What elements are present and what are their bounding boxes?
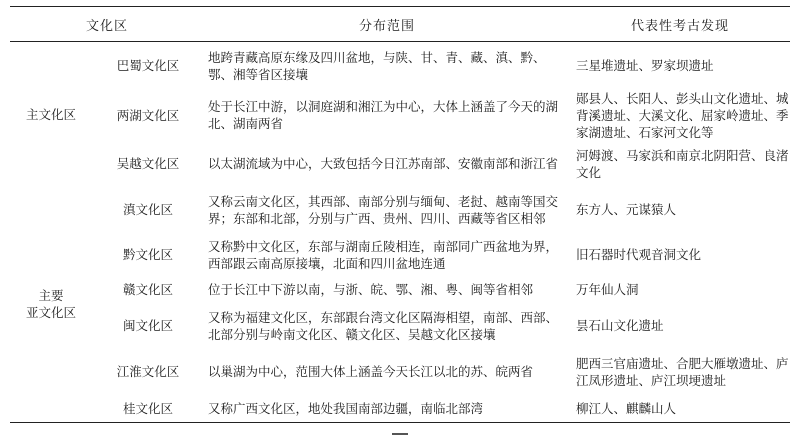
findings-cell: 河姆渡、马家浜和南京北阴阳营、良渚文化	[576, 147, 789, 180]
table-row	[10, 349, 790, 395]
group-secondary-label	[10, 187, 92, 423]
findings-cell: 旧石器时代观音洞文化	[576, 247, 702, 262]
zone-cell: 两湖文化区	[116, 107, 180, 123]
zone-cell: 滇文化区	[123, 202, 174, 217]
range-cell: 又称为福建文化区，东部跟台湾文化区隔海相望，南部、西部、北部分别与岭南文化区、赣文化区、吴越文化区接壤	[208, 309, 559, 342]
table-row	[10, 303, 790, 349]
range-cell: 又称云南文化区，其西部、南部分别与缅甸、老挝、越南等国交界；东部和北部，分别与广西、贵州、四川、西藏等省区相邻	[208, 193, 559, 226]
header-distribution: 分布范围	[359, 18, 416, 34]
zone-cell: 吴越文化区	[116, 156, 180, 171]
header-findings: 代表性考古发现	[631, 18, 730, 34]
findings-cell: 东方人、元谋猿人	[576, 202, 677, 217]
zone-cell: 赣文化区	[123, 282, 174, 297]
culture-zone-table	[10, 6, 790, 423]
table-row	[10, 90, 790, 141]
findings-cell: 三星堆遗址、罗家坝遗址	[576, 58, 714, 74]
group-secondary-line1: 主要	[38, 288, 64, 304]
range-cell: 位于长江中下游以南，与浙、皖、鄂、湘、粤、闽等省相邻	[208, 282, 534, 297]
table-row	[10, 277, 790, 303]
zone-cell: 闽文化区	[123, 318, 174, 333]
table-row	[10, 141, 790, 187]
findings-cell: 柳江人、麒麟山人	[576, 400, 677, 416]
range-cell: 以巢湖为中心，范围大体上涵盖今天长江以北的苏、皖两省	[208, 364, 534, 379]
zone-cell: 江淮文化区	[116, 364, 180, 379]
zone-cell: 黔文化区	[123, 247, 174, 262]
findings-cell: 昙石山文化遗址	[576, 318, 664, 333]
zone-cell: 桂文化区	[123, 400, 174, 416]
group-main-label: 主文化区	[25, 106, 76, 122]
group-secondary-line2: 亚文化区	[25, 305, 76, 321]
header-row	[10, 7, 790, 42]
range-cell: 又称广西文化区，地处我国南部边疆，南临北部湾	[208, 400, 484, 416]
range-cell: 地跨青藏高原东缘及四川盆地，与陕、甘、青、藏、滇、黔、鄂、湘等省区接壤	[208, 49, 546, 82]
table-row	[10, 395, 790, 423]
findings-cell: 万年仙人洞	[576, 282, 639, 297]
findings-cell: 郧县人、长阳人、彭头山文化遗址、城背溪遗址、大溪文化、屈家岭遗址、季家湖遗址、石家河文化等	[576, 90, 789, 140]
findings-cell: 肥西三官庙遗址、合肥大雁墩遗址、庐江凤形遗址、庐江坝埂遗址	[576, 355, 789, 388]
zone-cell: 巴蜀文化区	[116, 58, 180, 74]
range-cell: 处于长江中游，以洞庭湖和湘江为中心，大体上涵盖了今天的湖北、湖南两省	[208, 99, 559, 131]
page-footer-mark	[380, 430, 420, 436]
range-cell: 又称黔中文化区，东部与湖南丘陵相连，南部同广西盆地为界，西部跟云南高原接壤，北面和四川盆地连通	[208, 238, 559, 271]
header-culture-zone: 文化区	[86, 18, 129, 34]
table-row	[10, 42, 790, 90]
range-cell: 以太湖流域为中心，大致包括今日江苏南部、安徽南部和浙江省	[208, 156, 559, 171]
table-row	[10, 187, 790, 233]
table-row	[10, 233, 790, 277]
